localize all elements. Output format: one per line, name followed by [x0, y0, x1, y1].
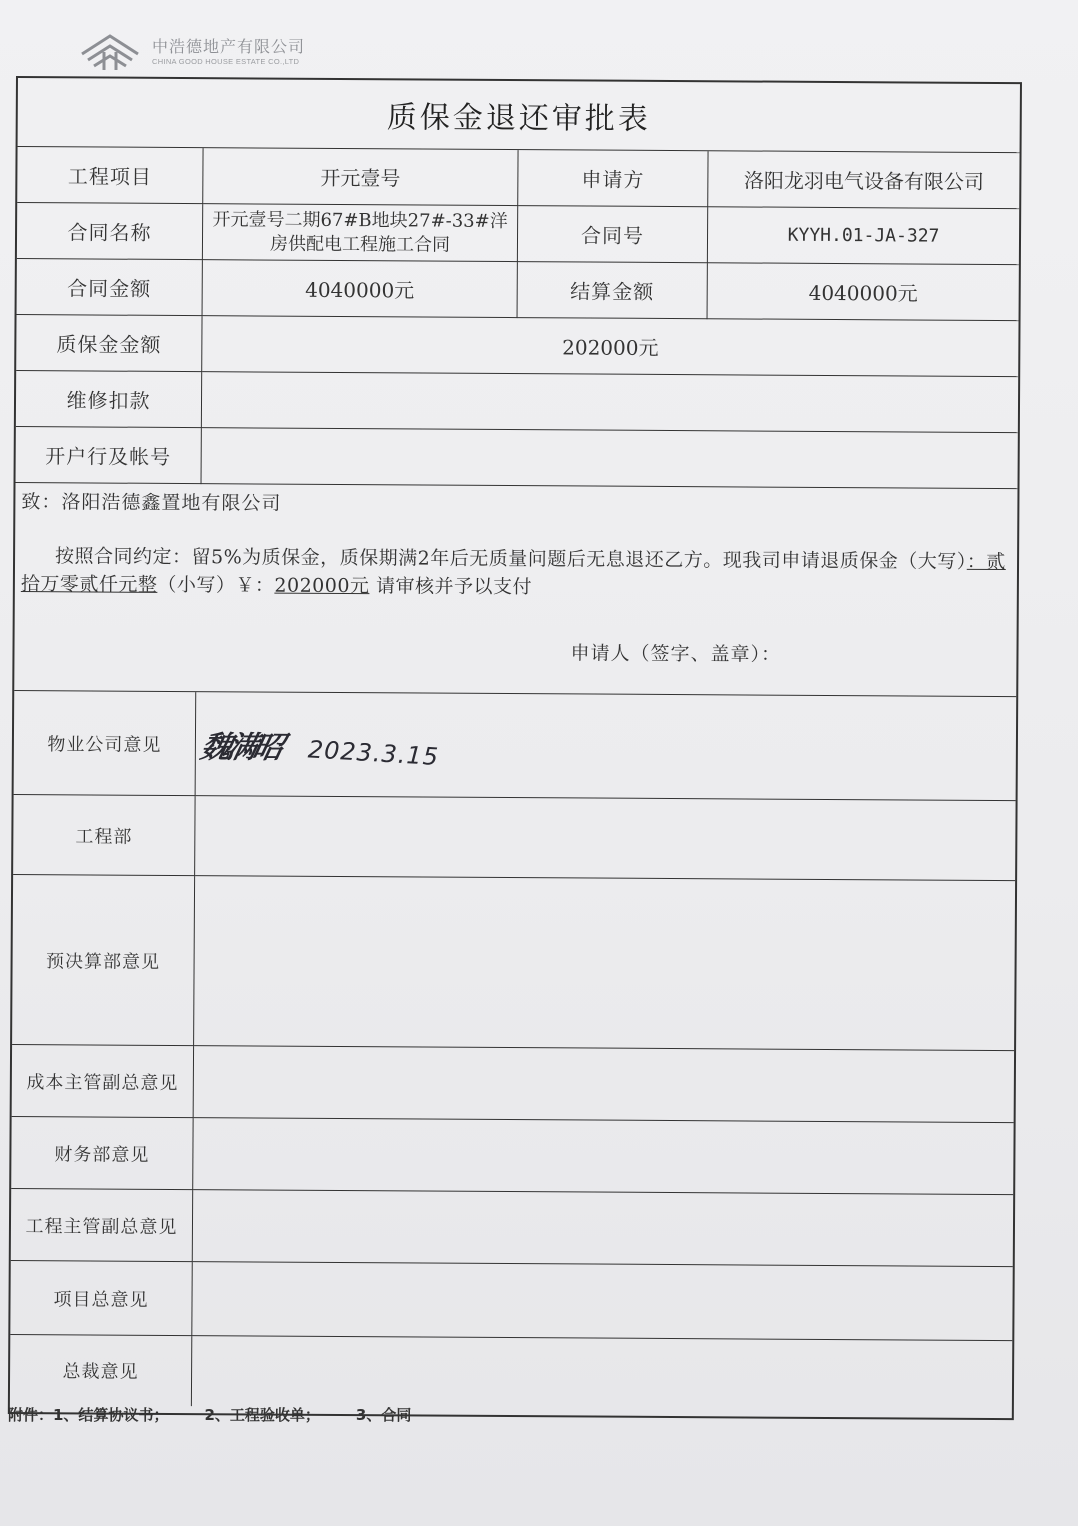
letter-body-suffix: 请审核并予以支付: [369, 574, 533, 598]
company-name-cn: 中浩德地产有限公司: [152, 36, 306, 56]
bank-label: 开户行及帐号: [16, 427, 202, 484]
approval-value-budget: [194, 876, 1015, 1051]
approval-label-engineering-vp: 工程主管副总意见: [11, 1189, 193, 1262]
applicant-signature-line: 申请人（签字、盖章）：: [570, 642, 782, 666]
letter-body: [21, 543, 1007, 604]
form-title: 质保金退还审批表: [18, 78, 1020, 153]
retention-value: 202000元: [202, 316, 1018, 377]
approval-value-president: [192, 1336, 1012, 1411]
handwritten-date: 2023.3.15: [307, 734, 440, 771]
contract-no-label: 合同号: [518, 206, 708, 263]
letter-body-prefix: 按照合同约定：留5%为质保金，质保期满2年后无质量问题后无息退还乙方。现我司申请退质保金（大写）: [54, 545, 967, 573]
approval-label-president: 总裁意见: [10, 1335, 192, 1406]
approval-value-engineering-vp: [193, 1190, 1013, 1267]
request-letter: [14, 483, 1017, 697]
letter-recipient: 致：洛阳浩德鑫置地有限公司: [21, 491, 282, 515]
contract-name-label: 合同名称: [17, 203, 203, 260]
settlement-label: 结算金额: [518, 262, 708, 319]
approval-value-property: [196, 692, 1017, 801]
company-logo: [78, 30, 305, 74]
approval-label-project-head: 项目总意见: [10, 1261, 192, 1336]
company-name-en: CHINA GOOD HOUSE ESTATE CO.,LTD: [152, 56, 300, 66]
handwritten-signature: 魏满昭: [197, 729, 283, 766]
approval-label-cost-vp: 成本主管副总意见: [12, 1045, 194, 1118]
repair-value: [202, 372, 1018, 433]
repair-label: 维修扣款: [16, 371, 202, 428]
applicant-label: 申请方: [518, 150, 708, 207]
approval-value-engineering: [195, 796, 1015, 881]
amount-upper: ：贰拾万零贰仟元整: [20, 550, 1006, 596]
approval-label-budget: 预决算部意见: [12, 875, 195, 1046]
company-logo-icon: [78, 32, 142, 72]
attachment-2: 2、工程验收单；: [204, 1406, 320, 1424]
attachments-note: [8, 1404, 411, 1425]
approval-value-finance: [193, 1118, 1013, 1195]
contract-amount-label: 合同金额: [17, 259, 203, 316]
approval-form: [8, 76, 1022, 1420]
approval-label-property: 物业公司意见: [14, 691, 197, 796]
settlement-value: 4040000元: [708, 263, 1019, 321]
approval-value-project-head: [192, 1262, 1012, 1341]
amount-lower: 202000元: [274, 574, 370, 597]
approvals-table: [10, 691, 1016, 1411]
contract-amount-value: 4040000元: [203, 260, 518, 318]
project-label: 工程项目: [17, 147, 203, 204]
info-table: [16, 147, 1020, 489]
approval-label-engineering: 工程部: [13, 795, 195, 876]
attachment-3: 3、合同: [355, 1406, 412, 1424]
approval-label-finance: 财务部意见: [11, 1117, 193, 1190]
contract-name-value: 开元壹号二期67#B地块27#-33#洋房供配电工程施工合同: [203, 204, 518, 262]
retention-label: 质保金金额: [16, 315, 202, 372]
approval-value-cost-vp: [194, 1046, 1014, 1123]
bank-value: [202, 428, 1018, 489]
project-value: 开元壹号: [203, 148, 518, 206]
attachment-1: 附件：1、结算协议书；: [8, 1406, 169, 1424]
applicant-value: 洛阳龙羽电气设备有限公司: [708, 151, 1019, 209]
letter-body-mid: （小写）￥：: [157, 573, 275, 597]
contract-no-value: KYYH.01-JA-327: [708, 207, 1019, 265]
